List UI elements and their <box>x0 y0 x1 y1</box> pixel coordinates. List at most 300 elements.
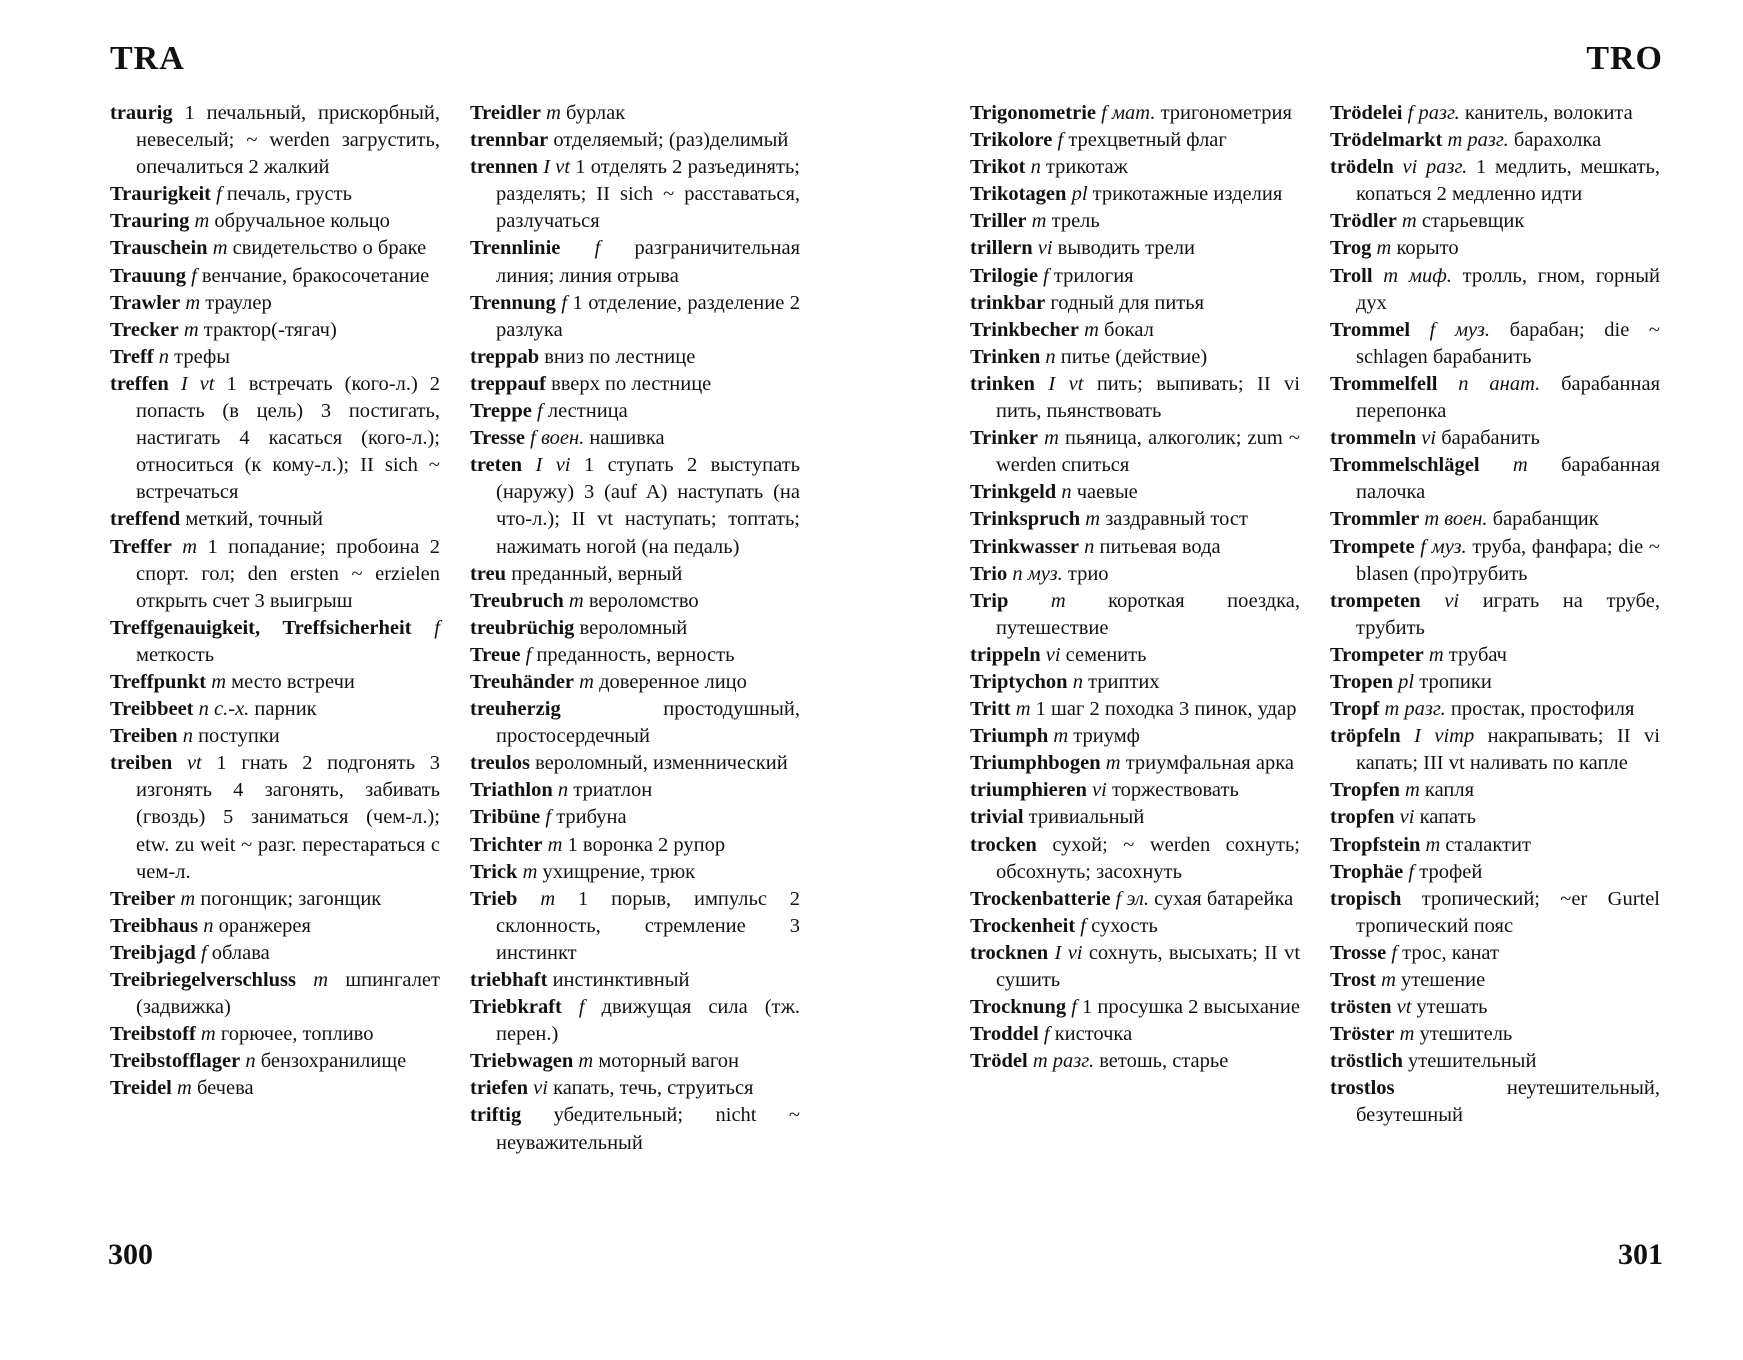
dictionary-entry <box>970 506 1300 533</box>
entry-grammar: n <box>158 345 170 368</box>
dictionary-entry <box>470 669 800 696</box>
entry-headword: trennen <box>470 156 538 179</box>
entry-definition: трофей <box>1419 860 1483 883</box>
dictionary-entry <box>470 804 800 831</box>
entry-headword: Trip <box>970 589 1009 612</box>
dictionary-entry <box>470 452 800 560</box>
entry-definition: тригонометрия <box>1160 102 1292 124</box>
entry-definition: триатлон <box>573 779 653 802</box>
entry-headword: Trichter <box>470 833 543 856</box>
entry-grammar: m <box>522 860 538 883</box>
entry-headword: tröstlich <box>1330 1050 1403 1073</box>
dictionary-entry <box>1330 967 1660 994</box>
entry-grammar: m <box>1425 833 1441 856</box>
entry-definition: свидетельство о браке <box>232 237 427 260</box>
entry-grammar: m <box>1376 237 1392 260</box>
dictionary-entry <box>970 235 1300 262</box>
entry-headword: Trinkbecher <box>970 318 1079 341</box>
dictionary-entry <box>1330 100 1660 127</box>
dictionary-entry <box>970 479 1300 506</box>
entry-headword: Trödler <box>1330 210 1397 233</box>
entry-grammar: n <box>1084 535 1095 558</box>
entry-grammar: f эл. <box>1115 887 1149 910</box>
dictionary-entry <box>110 290 440 317</box>
entry-headword: trippeln <box>970 643 1041 666</box>
entry-headword: Treppe <box>470 400 532 423</box>
dictionary-entry <box>1330 235 1660 262</box>
entry-headword: trommeln <box>1330 427 1417 450</box>
entry-grammar: f <box>1080 914 1086 937</box>
dictionary-entry <box>470 777 800 804</box>
entry-definition: 1 просушка 2 высыхание <box>1082 996 1300 1019</box>
dictionary-entry <box>1330 317 1660 371</box>
entry-grammar: vi <box>1399 806 1415 829</box>
dictionary-entry <box>470 344 800 371</box>
entry-grammar: f <box>1043 1023 1050 1046</box>
dictionary-entry <box>1330 669 1660 696</box>
dictionary-entry <box>1330 777 1660 804</box>
entry-headword: triumphieren <box>970 779 1087 802</box>
entry-grammar: I vt <box>543 156 571 179</box>
dictionary-entry <box>110 235 440 262</box>
dictionary-entry <box>970 669 1300 696</box>
entry-grammar: m <box>313 969 329 991</box>
entry-grammar: I vt <box>1048 372 1084 395</box>
entry-definition: 1 отделение, разделение 2 разлука <box>496 291 801 341</box>
entry-definition: барабанная палочка <box>1356 454 1660 504</box>
right-column-2 <box>1330 100 1660 1130</box>
dictionary-entry <box>1330 588 1660 642</box>
entry-grammar: n <box>1072 670 1083 693</box>
entry-headword: Troll <box>1330 264 1373 287</box>
entry-definition: печаль, грусть <box>226 183 352 206</box>
entry-definition: барахолка <box>1513 129 1602 152</box>
dictionary-entry <box>1330 452 1660 506</box>
entry-headword: trostlos <box>1330 1077 1395 1100</box>
dictionary-entry <box>1330 154 1660 208</box>
entry-definition: трефы <box>174 345 231 368</box>
entry-headword: Trinken <box>970 345 1041 368</box>
entry-definition: 1 воронка 2 рупор <box>567 833 726 856</box>
entry-headword: Triptychon <box>970 670 1068 693</box>
entry-headword: tropfen <box>1330 806 1395 829</box>
entry-definition: трубач <box>1448 643 1507 666</box>
entry-headword: tropisch <box>1330 887 1402 910</box>
entry-headword: Trompeter <box>1330 643 1424 666</box>
entry-definition: трибуна <box>556 806 627 829</box>
entry-definition: сухость <box>1091 914 1158 937</box>
entry-definition: триумф <box>1073 725 1140 748</box>
entry-definition: кисточка <box>1054 1023 1133 1046</box>
entry-definition: трилогия <box>1053 264 1134 287</box>
dictionary-entry <box>470 832 800 859</box>
entry-grammar: m <box>177 1077 192 1100</box>
entry-headword: Trommelschlägel <box>1330 454 1480 477</box>
dictionary-entry <box>970 344 1300 371</box>
entry-headword: Trinkspruch <box>970 508 1081 531</box>
dictionary-entry <box>1330 506 1660 533</box>
entry-headword: treppab <box>470 345 540 368</box>
entry-definition: убедительный; nicht ~ неуважительный <box>496 1104 800 1154</box>
entry-definition: выводить трели <box>1057 237 1195 260</box>
entry-grammar: f мат. <box>1101 102 1156 124</box>
entry-headword: Trio <box>970 562 1008 585</box>
entry-grammar: f муз. <box>1429 318 1490 341</box>
entry-headword: Trödel <box>970 1050 1028 1073</box>
entry-definition: парник <box>254 698 317 721</box>
entry-definition: ухищрение, трюк <box>542 860 696 883</box>
dictionary-entry <box>970 940 1300 994</box>
dictionary-entry <box>1330 534 1660 588</box>
dictionary-entry <box>470 1102 800 1156</box>
entry-grammar: f <box>1071 996 1077 1019</box>
entry-headword: Trocknung <box>970 996 1067 1019</box>
entry-definition: 1 гнать 2 подгонять 3 изгонять 4 загонять, забивать (гвоздь) 5 заниматься (чем-л.); etw. zu weit ~ разг. перестараться с чем-л. <box>136 752 441 883</box>
entry-headword: Triller <box>970 210 1027 233</box>
dictionary-entry <box>1330 940 1660 967</box>
entry-headword: tröpfeln <box>1330 725 1401 748</box>
entry-grammar: vi <box>1045 643 1061 666</box>
dictionary-entry <box>470 100 800 127</box>
entry-definition: вниз по лестнице <box>544 345 696 368</box>
entry-grammar: m разг. <box>1447 129 1509 152</box>
entry-grammar: m <box>182 535 198 558</box>
entry-headword: Trog <box>1330 237 1372 260</box>
dictionary-entry <box>970 425 1300 479</box>
entry-headword: Triumphbogen <box>970 752 1101 775</box>
entry-definition: бурлак <box>566 102 626 124</box>
entry-grammar: m <box>1044 427 1059 450</box>
entry-grammar: I vi <box>535 454 571 477</box>
entry-definition: капля <box>1424 779 1475 802</box>
dictionary-entry <box>110 913 440 940</box>
entry-grammar: m <box>1399 1023 1415 1046</box>
entry-headword: Treibbeet <box>110 698 194 721</box>
dictionary-entry <box>1330 804 1660 831</box>
entry-headword: Treffer <box>110 535 172 558</box>
entry-grammar: f <box>191 264 197 287</box>
dictionary-entry <box>970 208 1300 235</box>
entry-headword: trinkbar <box>970 291 1046 314</box>
left-column-1 <box>110 100 440 1102</box>
entry-definition: трикотаж <box>1045 156 1128 179</box>
entry-headword: Trinker <box>970 427 1038 450</box>
entry-headword: trompeten <box>1330 589 1421 612</box>
entry-headword: triefen <box>470 1077 529 1100</box>
dictionary-entry <box>1330 1075 1660 1129</box>
dictionary-entry <box>1330 1048 1660 1075</box>
dictionary-entry <box>470 235 800 289</box>
entry-grammar: f <box>1391 941 1398 964</box>
entry-headword: trillern <box>970 237 1033 260</box>
dictionary-entry <box>970 263 1300 290</box>
entry-definition: бензохранилище <box>260 1050 407 1073</box>
entry-definition: преданный, верный <box>511 562 683 585</box>
entry-headword: Treiber <box>110 887 176 910</box>
entry-grammar: m <box>194 210 210 233</box>
entry-definition: 1 медлить, мешкать, копаться 2 медленно идти <box>1356 156 1660 206</box>
entry-grammar: f воен. <box>530 427 585 450</box>
entry-definition: бокал <box>1104 318 1154 341</box>
entry-grammar: f <box>216 183 222 206</box>
entry-definition: питьевая вода <box>1099 535 1221 558</box>
entry-headword: Trigonometrie <box>970 102 1096 124</box>
entry-grammar: f разг. <box>1407 102 1460 124</box>
dictionary-entry <box>970 1021 1300 1048</box>
entry-headword: Treidler <box>470 102 541 124</box>
entry-definition: вероломный, изменнический <box>535 752 788 775</box>
entry-grammar: vi <box>1092 779 1107 802</box>
entry-grammar: m <box>1428 643 1444 666</box>
entry-grammar: f муз. <box>1420 535 1467 558</box>
entry-headword: Tribüne <box>470 806 541 829</box>
dictionary-entry <box>970 804 1300 831</box>
entry-definition: вероломство <box>588 589 699 612</box>
entry-definition: барабанная перепонка <box>1356 372 1661 423</box>
entry-definition: питье (действие) <box>1060 345 1208 368</box>
entry-definition: трос, канат <box>1402 941 1499 964</box>
entry-headword: treubrüchig <box>470 616 575 639</box>
entry-headword: Treubruch <box>470 589 564 612</box>
entry-headword: Triebwagen <box>470 1050 574 1073</box>
entry-headword: Trennlinie <box>470 237 561 260</box>
entry-definition: корыто <box>1396 237 1459 260</box>
dictionary-entry <box>1330 859 1660 886</box>
entry-definition: оранжерея <box>218 914 311 937</box>
dictionary-entry <box>1330 208 1660 235</box>
entry-definition: торжествовать <box>1111 779 1239 802</box>
entry-definition: тролль, гном, горный дух <box>1356 264 1661 314</box>
entry-grammar: m <box>200 1023 216 1046</box>
entry-definition: инстинктивный <box>552 969 690 991</box>
dictionary-entry <box>1330 642 1660 669</box>
dictionary-entry <box>470 1048 800 1075</box>
entry-headword: Tröster <box>1330 1023 1395 1046</box>
entry-headword: Trikolore <box>970 129 1053 152</box>
dictionary-entry <box>470 615 800 642</box>
entry-headword: Tropf <box>1330 698 1380 721</box>
dictionary-entry <box>970 750 1300 777</box>
entry-headword: Treff <box>110 345 154 368</box>
dictionary-entry <box>110 506 440 533</box>
entry-definition: семенить <box>1065 643 1147 666</box>
entry-headword: trennbar <box>470 129 549 152</box>
entry-definition: утешительный <box>1408 1050 1537 1073</box>
entry-headword: Treidel <box>110 1077 172 1100</box>
entry-definition: сохнуть, высыхать; II vt сушить <box>996 941 1301 991</box>
entry-headword: Tropfen <box>1330 779 1400 802</box>
dictionary-entry <box>970 994 1300 1021</box>
dictionary-entry <box>970 696 1300 723</box>
entry-definition: меткость <box>136 643 215 666</box>
entry-headword: trivial <box>970 806 1024 829</box>
entry-definition: трикотажные изделия <box>1092 183 1283 206</box>
entry-headword: triftig <box>470 1104 522 1127</box>
dictionary-entry <box>110 886 440 913</box>
dictionary-entry <box>970 290 1300 317</box>
entry-headword: Triumph <box>970 725 1049 748</box>
entry-headword: treu <box>470 562 507 585</box>
dictionary-entry <box>110 263 440 290</box>
dictionary-entry <box>110 371 440 506</box>
entry-headword: Trennung <box>470 291 556 314</box>
entry-headword: Treibjagd <box>110 941 196 964</box>
entry-headword: Treibstofflager <box>110 1050 241 1073</box>
entry-grammar: vt <box>186 752 202 775</box>
entry-grammar: m <box>1084 318 1099 341</box>
entry-grammar: m воен. <box>1424 508 1488 531</box>
entry-definition: трехцветный флаг <box>1068 129 1227 152</box>
entry-definition: 1 отделять 2 разъединять; разделять; II sich ~ расставаться, разлучаться <box>496 156 800 233</box>
dictionary-entry <box>470 696 800 750</box>
entry-grammar: f <box>578 996 585 1019</box>
entry-grammar: vt <box>1396 996 1412 1019</box>
entry-grammar: n <box>1045 345 1056 368</box>
entry-headword: Trommler <box>1330 508 1420 531</box>
dictionary-entry <box>470 290 800 344</box>
entry-definition: простодушный, простосердечный <box>496 698 800 748</box>
entry-definition: сталактит <box>1445 833 1531 856</box>
entry-grammar: pl <box>1071 183 1088 206</box>
entry-headword: Trawler <box>110 291 181 314</box>
entry-headword: Treibhaus <box>110 914 199 937</box>
entry-grammar: n <box>1030 156 1041 179</box>
entry-headword: trocknen <box>970 941 1049 964</box>
entry-headword: Tropfstein <box>1330 833 1421 856</box>
entry-headword: treffen <box>110 372 169 395</box>
entry-grammar: n с.-х. <box>198 698 250 721</box>
entry-grammar: m <box>1053 725 1069 748</box>
dictionary-entry <box>110 967 440 1021</box>
entry-definition: 1 шаг 2 походка 3 пинок, удар <box>1035 698 1297 721</box>
entry-grammar: m <box>212 237 228 260</box>
entry-definition: нашивка <box>589 427 665 450</box>
entry-headword: Treibriegelverschluss <box>110 969 296 991</box>
entry-grammar: I vimp <box>1414 725 1475 748</box>
entry-headword: treulos <box>470 752 530 775</box>
entry-definition: канитель, волокита <box>1464 102 1633 124</box>
entry-definition: трактор(-тягач) <box>203 318 337 341</box>
dictionary-entry <box>110 208 440 235</box>
entry-definition: преданность, верность <box>536 643 735 666</box>
dictionary-entry <box>470 154 800 235</box>
entry-headword: Trilogie <box>970 264 1038 287</box>
entry-headword: Treue <box>470 643 521 666</box>
entry-definition: заздравный тост <box>1105 508 1248 531</box>
entry-grammar: m <box>183 318 199 341</box>
dictionary-entry <box>470 588 800 615</box>
entry-grammar: m <box>540 887 556 910</box>
entry-definition: простак, простофиля <box>1450 698 1635 721</box>
entry-grammar: m <box>546 102 561 124</box>
entry-grammar: m <box>578 1050 594 1073</box>
entry-grammar: m <box>1512 454 1528 477</box>
entry-definition: место встречи <box>231 670 355 693</box>
entry-definition: тропический; ~er Gurtel тропический пояс <box>1356 887 1661 937</box>
dictionary-entry <box>470 371 800 398</box>
entry-grammar: n муз. <box>1012 562 1063 585</box>
dictionary-entry <box>1330 832 1660 859</box>
dictionary-entry <box>970 371 1300 425</box>
entry-grammar: m <box>547 833 563 856</box>
entry-grammar: n <box>245 1050 256 1073</box>
dictionary-entry <box>1330 696 1660 723</box>
dictionary-entry <box>110 750 440 885</box>
entry-grammar: f <box>537 400 543 423</box>
entry-definition: накрапывать; II vi капать; III vt наливать по капле <box>1356 725 1660 775</box>
entry-grammar: f <box>434 616 440 639</box>
entry-definition: утешать <box>1416 996 1488 1019</box>
entry-grammar: m разг. <box>1032 1050 1095 1073</box>
entry-headword: Treffgenauigkeit, Treffsicherheit <box>110 616 412 639</box>
dictionary-entry <box>110 615 440 669</box>
entry-definition: триумфальная арка <box>1125 752 1294 775</box>
entry-definition: короткая поездка, путешествие <box>996 589 1301 639</box>
dictionary-entry <box>470 859 800 886</box>
entry-definition: неутешительный, безутешный <box>1356 1077 1660 1127</box>
entry-headword: Trockenheit <box>970 914 1076 937</box>
entry-headword: Trauung <box>110 264 186 287</box>
entry-definition: трио <box>1067 562 1109 585</box>
entry-headword: Tresse <box>470 427 526 450</box>
entry-headword: Trophäe <box>1330 860 1404 883</box>
entry-definition: утешение <box>1401 969 1486 991</box>
dictionary-entry <box>470 561 800 588</box>
dictionary-entry <box>470 398 800 425</box>
dictionary-entry <box>970 561 1300 588</box>
entry-headword: Trommelfell <box>1330 372 1438 395</box>
entry-headword: Trödelei <box>1330 102 1403 124</box>
dictionary-entry <box>970 642 1300 669</box>
entry-headword: trocken <box>970 833 1037 856</box>
entry-definition: моторный вагон <box>598 1050 739 1073</box>
entry-grammar: f <box>561 291 568 314</box>
entry-headword: Triathlon <box>470 779 553 802</box>
entry-definition: 1 ступать 2 выступать (наружу) 3 (auf A) наступать (на что-л.); II vt наступать; топтать; нажимать ногой (на педаль) <box>496 454 801 558</box>
entry-headword: triebhaft <box>470 969 548 991</box>
entry-grammar: f <box>594 237 601 260</box>
entry-grammar: m разг. <box>1384 698 1446 721</box>
entry-headword: Tritt <box>970 698 1011 721</box>
entry-grammar: f <box>1043 264 1049 287</box>
entry-grammar: n <box>1061 481 1072 504</box>
entry-definition: меткий, точный <box>185 508 323 531</box>
entry-definition: пить; выпивать; II vi пить, пьянствовать <box>996 372 1301 423</box>
entry-definition: вероломный <box>579 616 688 639</box>
entry-definition: погонщик; загонщик <box>200 887 382 910</box>
dictionary-entry <box>110 696 440 723</box>
entry-grammar: vi разг. <box>1402 156 1468 179</box>
dictionary-entry <box>1330 127 1660 154</box>
dictionary-entry <box>970 181 1300 208</box>
entry-grammar: m <box>1050 589 1066 612</box>
entry-definition: тропики <box>1419 670 1492 693</box>
entry-headword: Trost <box>1330 969 1376 991</box>
entry-grammar: m <box>1031 210 1047 233</box>
entry-definition: поступки <box>198 725 280 748</box>
dictionary-entry <box>110 100 440 181</box>
entry-grammar: n <box>182 725 193 748</box>
entry-headword: Treibstoff <box>110 1023 196 1046</box>
entry-definition: тривиальный <box>1028 806 1145 829</box>
entry-headword: Treuhänder <box>470 670 575 693</box>
dictionary-entry <box>470 967 800 994</box>
entry-grammar: m <box>1401 210 1417 233</box>
entry-grammar: pl <box>1398 670 1415 693</box>
dictionary-entry <box>110 317 440 344</box>
entry-definition: барабанщик <box>1492 508 1599 531</box>
entry-definition: венчание, бракосочетание <box>201 264 430 287</box>
